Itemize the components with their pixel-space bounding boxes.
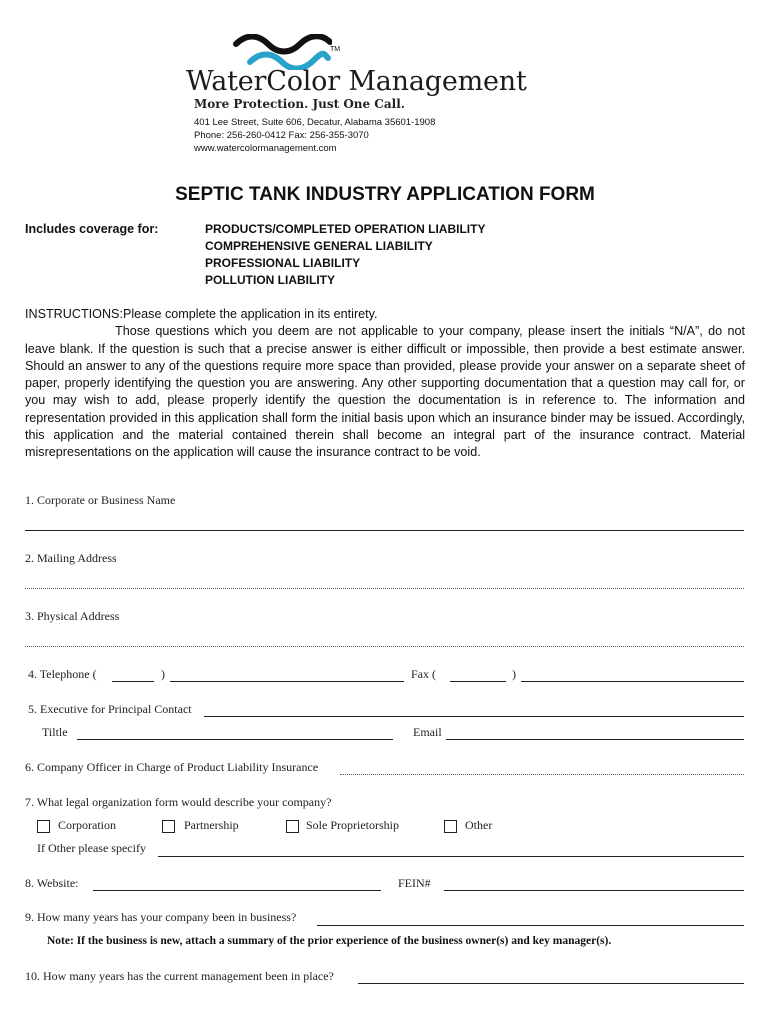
question-9-label: 9. How many years has your company been in business? (25, 910, 297, 924)
partnership-label: Partnership (184, 818, 239, 832)
trademark-mark: TM (330, 46, 341, 53)
mailing-address-field[interactable] (25, 588, 744, 589)
telephone-area-code-field[interactable] (112, 681, 154, 682)
business-name-field[interactable] (25, 530, 744, 531)
email-field[interactable] (446, 739, 744, 740)
physical-address-field[interactable] (25, 646, 744, 647)
corporation-label: Corporation (58, 818, 116, 832)
sole-proprietorship-label: Sole Proprietorship (306, 818, 399, 832)
question-10-label: 10. How many years has the current management been in place? (25, 969, 334, 983)
telephone-label: 4. Telephone ( (28, 667, 97, 681)
email-label: Email (413, 725, 442, 739)
telephone-number-field[interactable] (170, 681, 404, 682)
product-liability-officer-field[interactable] (340, 774, 744, 775)
years-management-field[interactable] (358, 983, 744, 984)
new-business-note: Note: If the business is new, attach a summary of the prior experience of the business owner(s) and key manager(s). (47, 935, 612, 947)
coverage-item: COMPREHENSIVE GENERAL LIABILITY (205, 239, 433, 253)
fein-label: FEIN# (398, 876, 431, 890)
question-6-label: 6. Company Officer in Charge of Product Liability Insurance (25, 760, 319, 774)
fax-paren-close: ) (512, 667, 516, 681)
principal-contact-field[interactable] (204, 716, 744, 717)
coverage-item: PRODUCTS/COMPLETED OPERATION LIABILITY (205, 222, 486, 236)
partnership-checkbox[interactable] (162, 820, 175, 833)
question-2-label: 2. Mailing Address (25, 551, 117, 565)
fax-number-field[interactable] (521, 681, 744, 682)
fein-field[interactable] (444, 890, 744, 891)
website-field[interactable] (93, 890, 381, 891)
fax-label: Fax ( (411, 667, 436, 681)
coverage-label: Includes coverage for: (25, 222, 159, 236)
sole-proprietorship-checkbox[interactable] (286, 820, 299, 833)
brand-name: WaterColor Management (186, 66, 527, 97)
form-title: SEPTIC TANK INDUSTRY APPLICATION FORM (175, 184, 595, 205)
instructions-lead: INSTRUCTIONS:Please complete the application in its entirety. (25, 307, 378, 321)
website-label: 8. Website: (25, 876, 79, 890)
title-field[interactable] (77, 739, 393, 740)
question-1-label: 1. Corporate or Business Name (25, 493, 176, 507)
coverage-item: PROFESSIONAL LIABILITY (205, 256, 361, 270)
watercolor-logo-waves (232, 34, 332, 70)
tagline: More Protection. Just One Call. (194, 97, 405, 111)
years-in-business-field[interactable] (317, 925, 744, 926)
title-label: Tiltle (42, 725, 68, 739)
coverage-item: POLLUTION LIABILITY (205, 273, 335, 287)
fax-area-code-field[interactable] (450, 681, 506, 682)
corporation-checkbox[interactable] (37, 820, 50, 833)
question-7-label: 7. What legal organization form would describe your company? (25, 795, 332, 809)
question-3-label: 3. Physical Address (25, 609, 120, 623)
instructions (25, 306, 745, 462)
telephone-paren-close: ) (161, 667, 165, 681)
phone-fax-line: Phone: 256-260-0412 Fax: 256-355-3070 (194, 130, 369, 141)
question-5-label: 5. Executive for Principal Contact (28, 702, 192, 716)
website-line: www.watercolormanagement.com (194, 143, 337, 154)
other-specify-label: If Other please specify (37, 841, 146, 855)
other-specify-field[interactable] (158, 856, 744, 857)
instructions-body: Those questions which you deem are not applicable to your company, please insert the initials “N/A”, do not leave blank. If the question is such that a precise answer is either difficult or impossible, then provide a best estimate answer. Should an answer to any of the questions require more space than provided, please provide your answer on a separate sheet of paper, properly identifying the question you are answering. Any other supporting documentation that a question may call for, or you may wish to add, please properly identify the question the documentation is in reference to. The information and representation provided in this application shall form the initial basis upon which an insurance binder may be issued. Accordingly, this application and the material contained therein shall become an integral part of the insurance contract. Material misrepresentations on the application will cause the insurance contract to be void. (25, 324, 745, 460)
other-label: Other (465, 818, 493, 832)
other-checkbox[interactable] (444, 820, 457, 833)
address-line: 401 Lee Street, Suite 606, Decatur, Alabama 35601-1908 (194, 117, 436, 128)
